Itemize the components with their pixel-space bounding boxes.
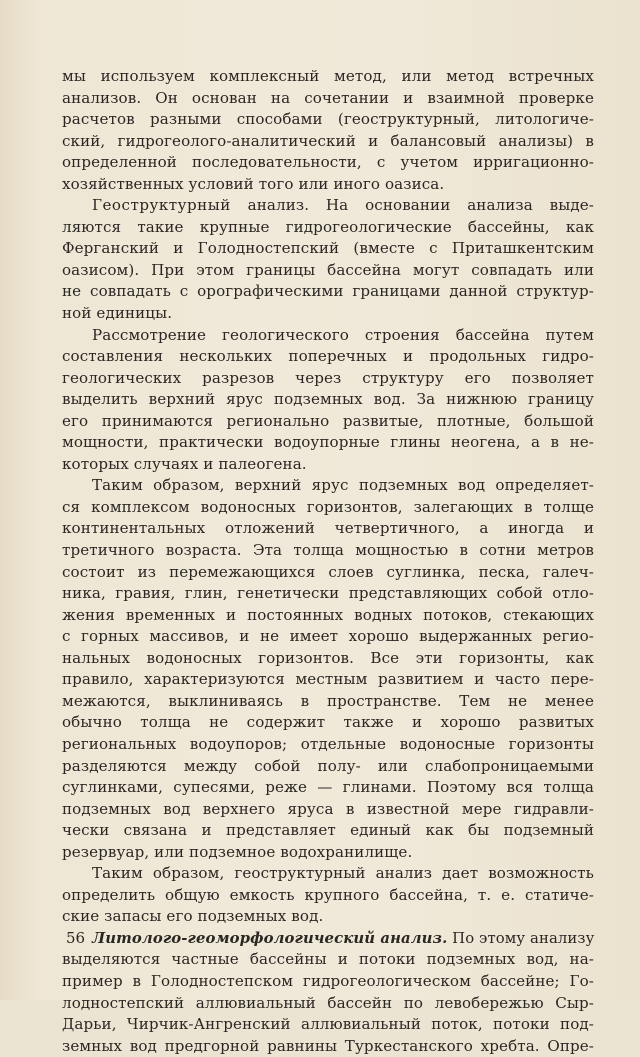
- text-line: межаются, выклиниваясь в пространстве. Тем не менее: [62, 691, 594, 710]
- section-heading: Геоструктурный: [92, 196, 231, 215]
- text-line: оазисом). При этом границы бассейна могут совпадать или: [62, 260, 594, 279]
- text-line: определенной последовательности, с учетом ирригационно-: [62, 153, 594, 172]
- text-line: нальных водоносных горизонтов. Все эти горизонты, как: [62, 648, 594, 667]
- text-line: Ферганский и Голодностепский (вместе с Приташкентским: [62, 239, 594, 258]
- text-line: его принимаются регионально развитые, плотные, большой: [62, 411, 594, 430]
- text-line: пример в Голодностепском гидрогеологическом бассейне; Го-: [62, 971, 594, 990]
- text-line: ся комплексом водоносных горизонтов, залегающих в толще: [62, 497, 594, 516]
- text-line: разделяются между собой полу- или слабопроницаемыми: [62, 756, 594, 775]
- text-line: ника, гравия, глин, генетически представляющих собой отло-: [62, 584, 594, 603]
- text-line: ские запасы его подземных вод.: [62, 907, 324, 926]
- page-number: 56: [66, 929, 86, 947]
- text-line: лодностепский аллювиальный бассейн по левобережью Сыр-: [62, 993, 594, 1012]
- text-line: подземных вод верхнего яруса в известной мере гидравли-: [62, 799, 594, 818]
- body-text: [62, 66, 594, 1057]
- text-line: земных вод предгорной равнины Туркестанского хребта. Опре-: [62, 1036, 594, 1055]
- text-line: хозяйственных условий того или иного оазиса.: [62, 174, 445, 193]
- text-line: ский, гидрогеолого-аналитический и балансовый анализы) в: [62, 131, 594, 150]
- text-line: с горных массивов, и не имеет хорошо выдержанных регио-: [62, 627, 594, 646]
- text-line: Таким образом, верхний ярус подземных вод определяет-: [92, 476, 594, 495]
- text-line: третичного возраста. Эта толща мощностью в сотни метров: [62, 541, 594, 560]
- text-line: ляются такие крупные гидрогеологические бассейны, как: [62, 217, 594, 236]
- text-line: которых случаях и палеогена.: [62, 454, 307, 473]
- text-line: ной единицы.: [62, 304, 173, 323]
- text-line: обычно толща не содержит также и хорошо развитых: [62, 713, 594, 732]
- text-line: суглинками, супесями, реже — глинами. Поэтому вся толща: [62, 778, 594, 797]
- line-text: По этому анализу: [447, 929, 595, 947]
- text-line: состоит из перемежающихся слоев суглинка, песка, галеч-: [62, 562, 594, 581]
- text-line: расчетов разными способами (геоструктурный, литологиче-: [62, 110, 594, 129]
- text-line: Таким образом, геоструктурный анализ дает возможность: [92, 864, 594, 883]
- text-line: анализов. Он основан на сочетании и взаимной проверке: [62, 88, 594, 107]
- text-line: [62, 928, 594, 950]
- text-line: [62, 195, 594, 217]
- line-text: анализ. На основании анализа выде-: [230, 196, 594, 215]
- text-line: не совпадать с орографическими границами данной структур-: [62, 282, 594, 301]
- section-heading: Литолого-геоморфологический анализ.: [92, 929, 448, 947]
- text-line: определить общую емкость крупного бассейна, т. е. статиче-: [62, 885, 594, 904]
- text-line: Рассмотрение геологического строения бассейна путем: [92, 325, 594, 344]
- text-line: континентальных отложений четвертичного, а иногда и: [62, 519, 594, 538]
- text-line: составления нескольких поперечных и продольных гидро-: [62, 347, 594, 366]
- text-line: резервуар, или подземное водохранилище.: [62, 842, 413, 861]
- text-line: правило, характеризуются местным развитием и часто пере-: [62, 670, 594, 689]
- text-line: мощности, практически водоупорные глины неогена, а в не-: [62, 433, 594, 452]
- text-line: выделить верхний ярус подземных вод. За нижнюю границу: [62, 390, 594, 409]
- text-line: чески связана и представляет единый как бы подземный: [62, 821, 594, 840]
- text-line: геологических разрезов через структуру его позволяет: [62, 368, 594, 387]
- text-line: выделяются частные бассейны и потоки подземных вод, на-: [62, 950, 594, 969]
- text-line: мы используем комплексный метод, или метод встречных: [62, 67, 594, 85]
- text-line: региональных водоупоров; отдельные водоносные горизонты: [62, 734, 594, 753]
- text-line: жения временных и постоянных водных потоков, стекающих: [62, 605, 594, 624]
- text-line: Дарьи, Чирчик-Ангренский аллювиальный поток, потоки под-: [62, 1015, 594, 1034]
